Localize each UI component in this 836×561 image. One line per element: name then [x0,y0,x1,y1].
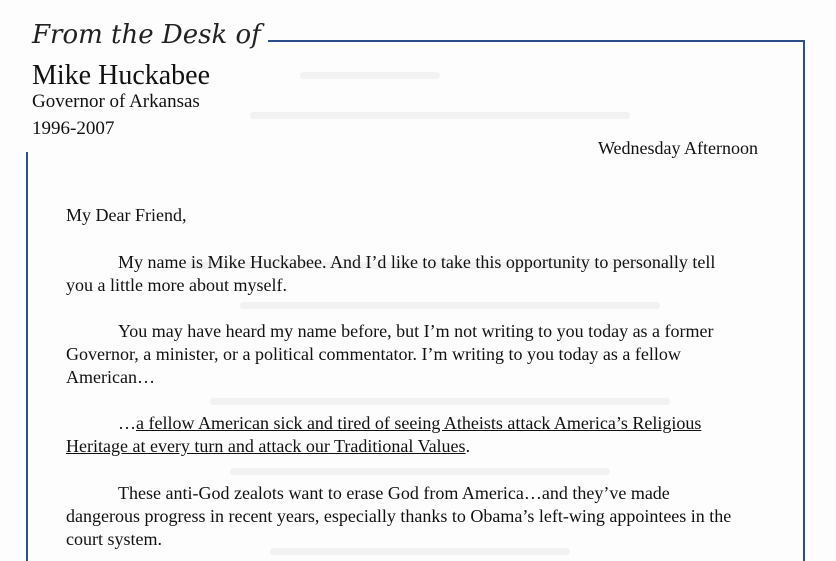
letter-paragraph-not-writing [66,320,776,389]
bleed-through-mark [210,398,670,405]
paragraph-line: These anti-God zealots want to erase God from America…and they’ve made [118,483,670,503]
paragraph-line: dangerous progress in recent years, especially thanks to Obama’s left-wing appointees in the [66,506,732,526]
paragraph-line [66,435,776,458]
bleed-through-mark [300,72,440,79]
paragraph-line: court system. [66,529,162,549]
period-suffix: . [465,436,471,456]
underlined-text: a fellow American sick and tired of seeing Atheists attack America’s Religious [136,413,702,433]
paragraph-line: My name is Mike Huckabee. And I’d like to take this opportunity to personally tell [118,252,716,272]
bleed-through-mark [240,302,660,309]
letter-paragraph-intro [66,251,776,297]
ellipsis-prefix: … [118,413,136,433]
paragraph-line: Governor, a minister, or a political commentator. I’m writing to you today as a fellow [66,344,681,364]
letter-paragraph-zealots [66,482,776,551]
letterhead-office: Governor of Arkansas [32,91,200,112]
paragraph-line: You may have heard my name before, but I’m not writing to you today as a former [118,321,714,341]
paragraph-line: American… [66,367,155,387]
paragraph-line [66,412,776,435]
letterhead-name: Mike Huckabee [32,60,211,91]
frame-border-left [26,152,28,561]
letterhead-years: 1996-2007 [32,118,115,139]
paragraph-line: you a little more about myself. [66,275,287,295]
letter-paragraph-underlined-statement [66,412,776,458]
letterhead-desk-title: From the Desk of [32,20,261,50]
bleed-through-mark [250,112,630,119]
frame-border-top [268,40,805,42]
underlined-text: Heritage at every turn and attack our Traditional Values [66,436,466,456]
bleed-through-mark [230,468,610,475]
letter-dateline: Wednesday Afternoon [598,138,759,158]
frame-border-right [803,40,805,561]
letter-salutation: My Dear Friend, [66,205,187,225]
